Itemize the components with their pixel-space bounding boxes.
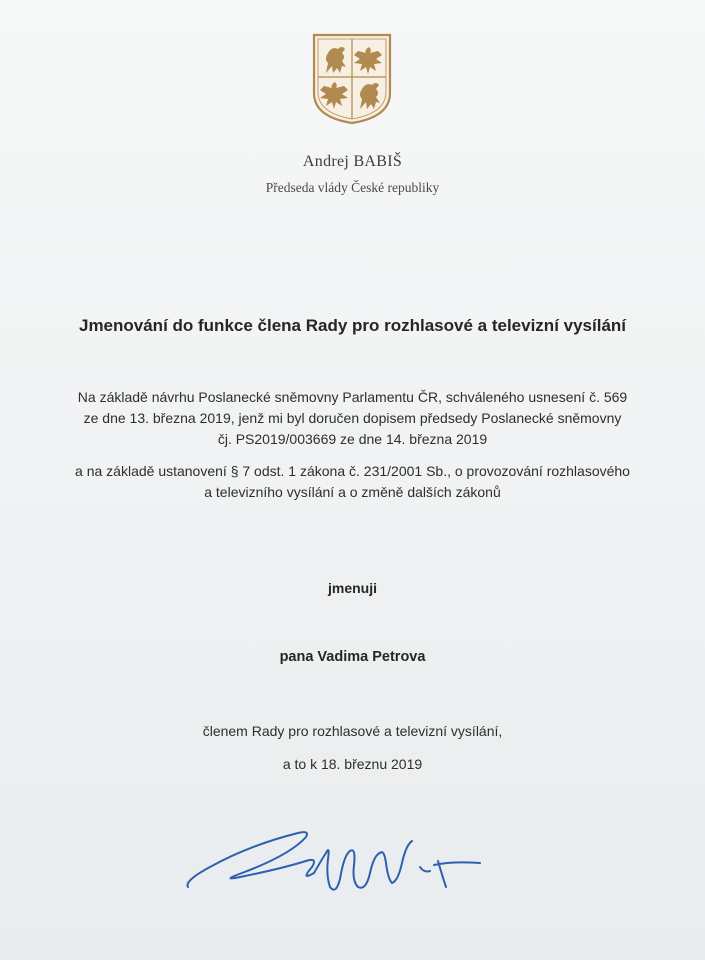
paragraph-line: čj. PS2019/003669 ze dne 14. března 2019 [217, 431, 488, 447]
appointee-name: pana Vadima Petrova [279, 649, 426, 665]
appoint-verb: jmenuji [327, 580, 377, 596]
paragraph-proposal [0, 387, 705, 450]
document-title: Jmenování do funkce člena Rady pro rozhlasové a televizní vysílání [78, 316, 627, 335]
coat-of-arms-icon [312, 33, 392, 125]
paragraph-legal-basis [0, 461, 705, 503]
issuer-name: Andrej BABIŠ [302, 153, 403, 170]
signature [180, 815, 510, 905]
paragraph-line: a na základě ustanovení § 7 odst. 1 zákona č. 231/2001 Sb., o provozování rozhlasového [75, 463, 630, 479]
effective-date: a to k 18. březnu 2019 [282, 756, 423, 772]
paragraph-line: ze dne 13. března 2019, jenž mi byl doručen dopisem předsedy Poslanecké sněmovny [83, 410, 622, 426]
paragraph-line: Na základě návrhu Poslanecké sněmovny Parlamentu ČR, schváleného usnesení č. 569 [77, 389, 628, 405]
appointed-role: členem Rady pro rozhlasové a televizní vysílání, [202, 723, 503, 739]
paragraph-line: a televizního vysílání a o změně dalších zákonů [204, 484, 501, 500]
issuer-role: Předseda vlády České republiky [265, 180, 440, 195]
